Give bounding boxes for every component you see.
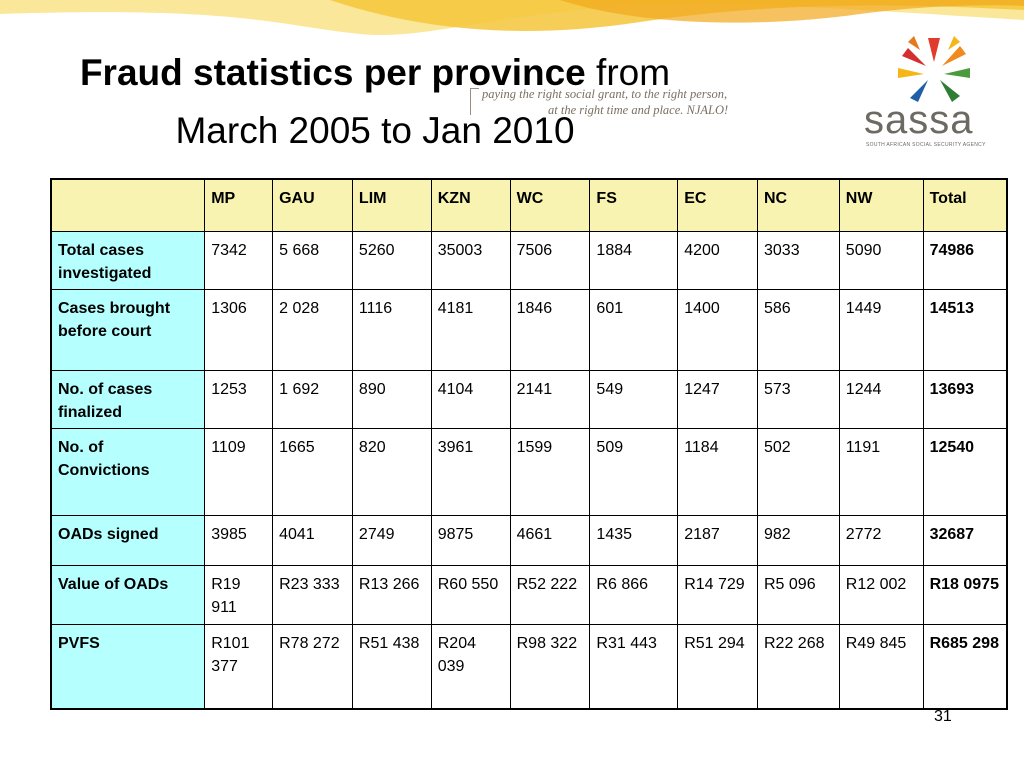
table-cell: 7506 (510, 231, 590, 289)
table-cell: R60 550 (431, 566, 510, 624)
table-cell: R49 845 (839, 624, 923, 709)
table-row (51, 289, 1007, 370)
table-cell: R101 377 (205, 624, 273, 709)
table-cell: 573 (758, 370, 840, 428)
slogan-line-1: paying the right social grant, to the right person, (482, 87, 728, 101)
column-header: KZN (431, 179, 510, 231)
table-cell: 820 (352, 429, 431, 516)
table-row (51, 231, 1007, 289)
slogan-line-2: at the right time and place. NJALO! (548, 103, 729, 117)
table-cell: 1884 (590, 231, 678, 289)
table-cell: 502 (758, 429, 840, 516)
table-cell: 1435 (590, 515, 678, 565)
table-cell: R22 268 (758, 624, 840, 709)
total-cell: 74986 (923, 231, 1007, 289)
table-cell: 1306 (205, 289, 273, 370)
row-label: No. of Convictions (51, 429, 205, 516)
row-label: Value of OADs (51, 566, 205, 624)
table-cell: 2749 (352, 515, 431, 565)
table-cell: 1253 (205, 370, 273, 428)
table-cell: 3985 (205, 515, 273, 565)
table-cell: R51 438 (352, 624, 431, 709)
column-header: NW (839, 179, 923, 231)
table-cell: 1191 (839, 429, 923, 516)
total-cell: R18 0975 (923, 566, 1007, 624)
table-cell: 601 (590, 289, 678, 370)
table-cell: 5260 (352, 231, 431, 289)
table-cell: 1665 (273, 429, 353, 516)
slide-title-bold: Fraud statistics per province (79, 52, 586, 93)
table-row (51, 566, 1007, 624)
slide-title-rest: from March 2005 to Jan 2010 (175, 52, 671, 151)
table-row (51, 429, 1007, 516)
column-header: WC (510, 179, 590, 231)
table-cell: 3961 (431, 429, 510, 516)
table-cell: R51 294 (678, 624, 758, 709)
table-cell: 586 (758, 289, 840, 370)
table-cell: 1109 (205, 429, 273, 516)
table-cell: 2 028 (273, 289, 353, 370)
total-cell: 14513 (923, 289, 1007, 370)
table-cell: 1244 (839, 370, 923, 428)
page-number: 31 (934, 708, 952, 725)
table-cell: R31 443 (590, 624, 678, 709)
table-cell: 549 (590, 370, 678, 428)
table-cell: 4200 (678, 231, 758, 289)
logo-wordmark: sassa (864, 98, 974, 142)
total-cell: 32687 (923, 515, 1007, 565)
table-cell: 1400 (678, 289, 758, 370)
table-cell: 890 (352, 370, 431, 428)
table-cell: 1449 (839, 289, 923, 370)
table-cell: R6 866 (590, 566, 678, 624)
column-header-total: Total (923, 179, 1007, 231)
row-label: PVFS (51, 624, 205, 709)
table-cell: 2187 (678, 515, 758, 565)
total-cell: R685 298 (923, 624, 1007, 709)
table-cell: 1 692 (273, 370, 353, 428)
row-label: No. of cases finalized (51, 370, 205, 428)
table-cell: R14 729 (678, 566, 758, 624)
table-cell: 509 (590, 429, 678, 516)
table-row (51, 624, 1007, 709)
column-header: MP (205, 179, 273, 231)
table-cell: 5090 (839, 231, 923, 289)
table-cell: 4661 (510, 515, 590, 565)
table-cell: 7342 (205, 231, 273, 289)
table-cell: 5 668 (273, 231, 353, 289)
slogan (468, 86, 828, 118)
table-cell: 982 (758, 515, 840, 565)
total-cell: 13693 (923, 370, 1007, 428)
table-cell: R13 266 (352, 566, 431, 624)
table-cell: 3033 (758, 231, 840, 289)
table-cell: R19 911 (205, 566, 273, 624)
table-cell: 1184 (678, 429, 758, 516)
table-cell: R52 222 (510, 566, 590, 624)
table-cell: R23 333 (273, 566, 353, 624)
column-header: NC (758, 179, 840, 231)
table-cell: 9875 (431, 515, 510, 565)
table-cell: R12 002 (839, 566, 923, 624)
table-cell: 1116 (352, 289, 431, 370)
table-cell: 2141 (510, 370, 590, 428)
table-row (51, 370, 1007, 428)
header-corner-cell (51, 179, 205, 231)
column-header: EC (678, 179, 758, 231)
table-cell: R204 039 (431, 624, 510, 709)
fraud-statistics-table (50, 178, 1008, 710)
table-header-row (51, 179, 1007, 231)
row-label: OADs signed (51, 515, 205, 565)
table-cell: R78 272 (273, 624, 353, 709)
table-row (51, 515, 1007, 565)
total-cell: 12540 (923, 429, 1007, 516)
table-cell: 35003 (431, 231, 510, 289)
table-cell: 2772 (839, 515, 923, 565)
table-cell: 1599 (510, 429, 590, 516)
table-cell: 4104 (431, 370, 510, 428)
row-label: Cases brought before court (51, 289, 205, 370)
column-header: FS (590, 179, 678, 231)
table-cell: 1846 (510, 289, 590, 370)
table-cell: 4041 (273, 515, 353, 565)
table-cell: 4181 (431, 289, 510, 370)
column-header: LIM (352, 179, 431, 231)
logo-subtitle: SOUTH AFRICAN SOCIAL SECURITY AGENCY (866, 142, 986, 148)
column-header: GAU (273, 179, 353, 231)
table-cell: 1247 (678, 370, 758, 428)
table-cell: R98 322 (510, 624, 590, 709)
row-label: Total cases investigated (51, 231, 205, 289)
table-cell: R5 096 (758, 566, 840, 624)
